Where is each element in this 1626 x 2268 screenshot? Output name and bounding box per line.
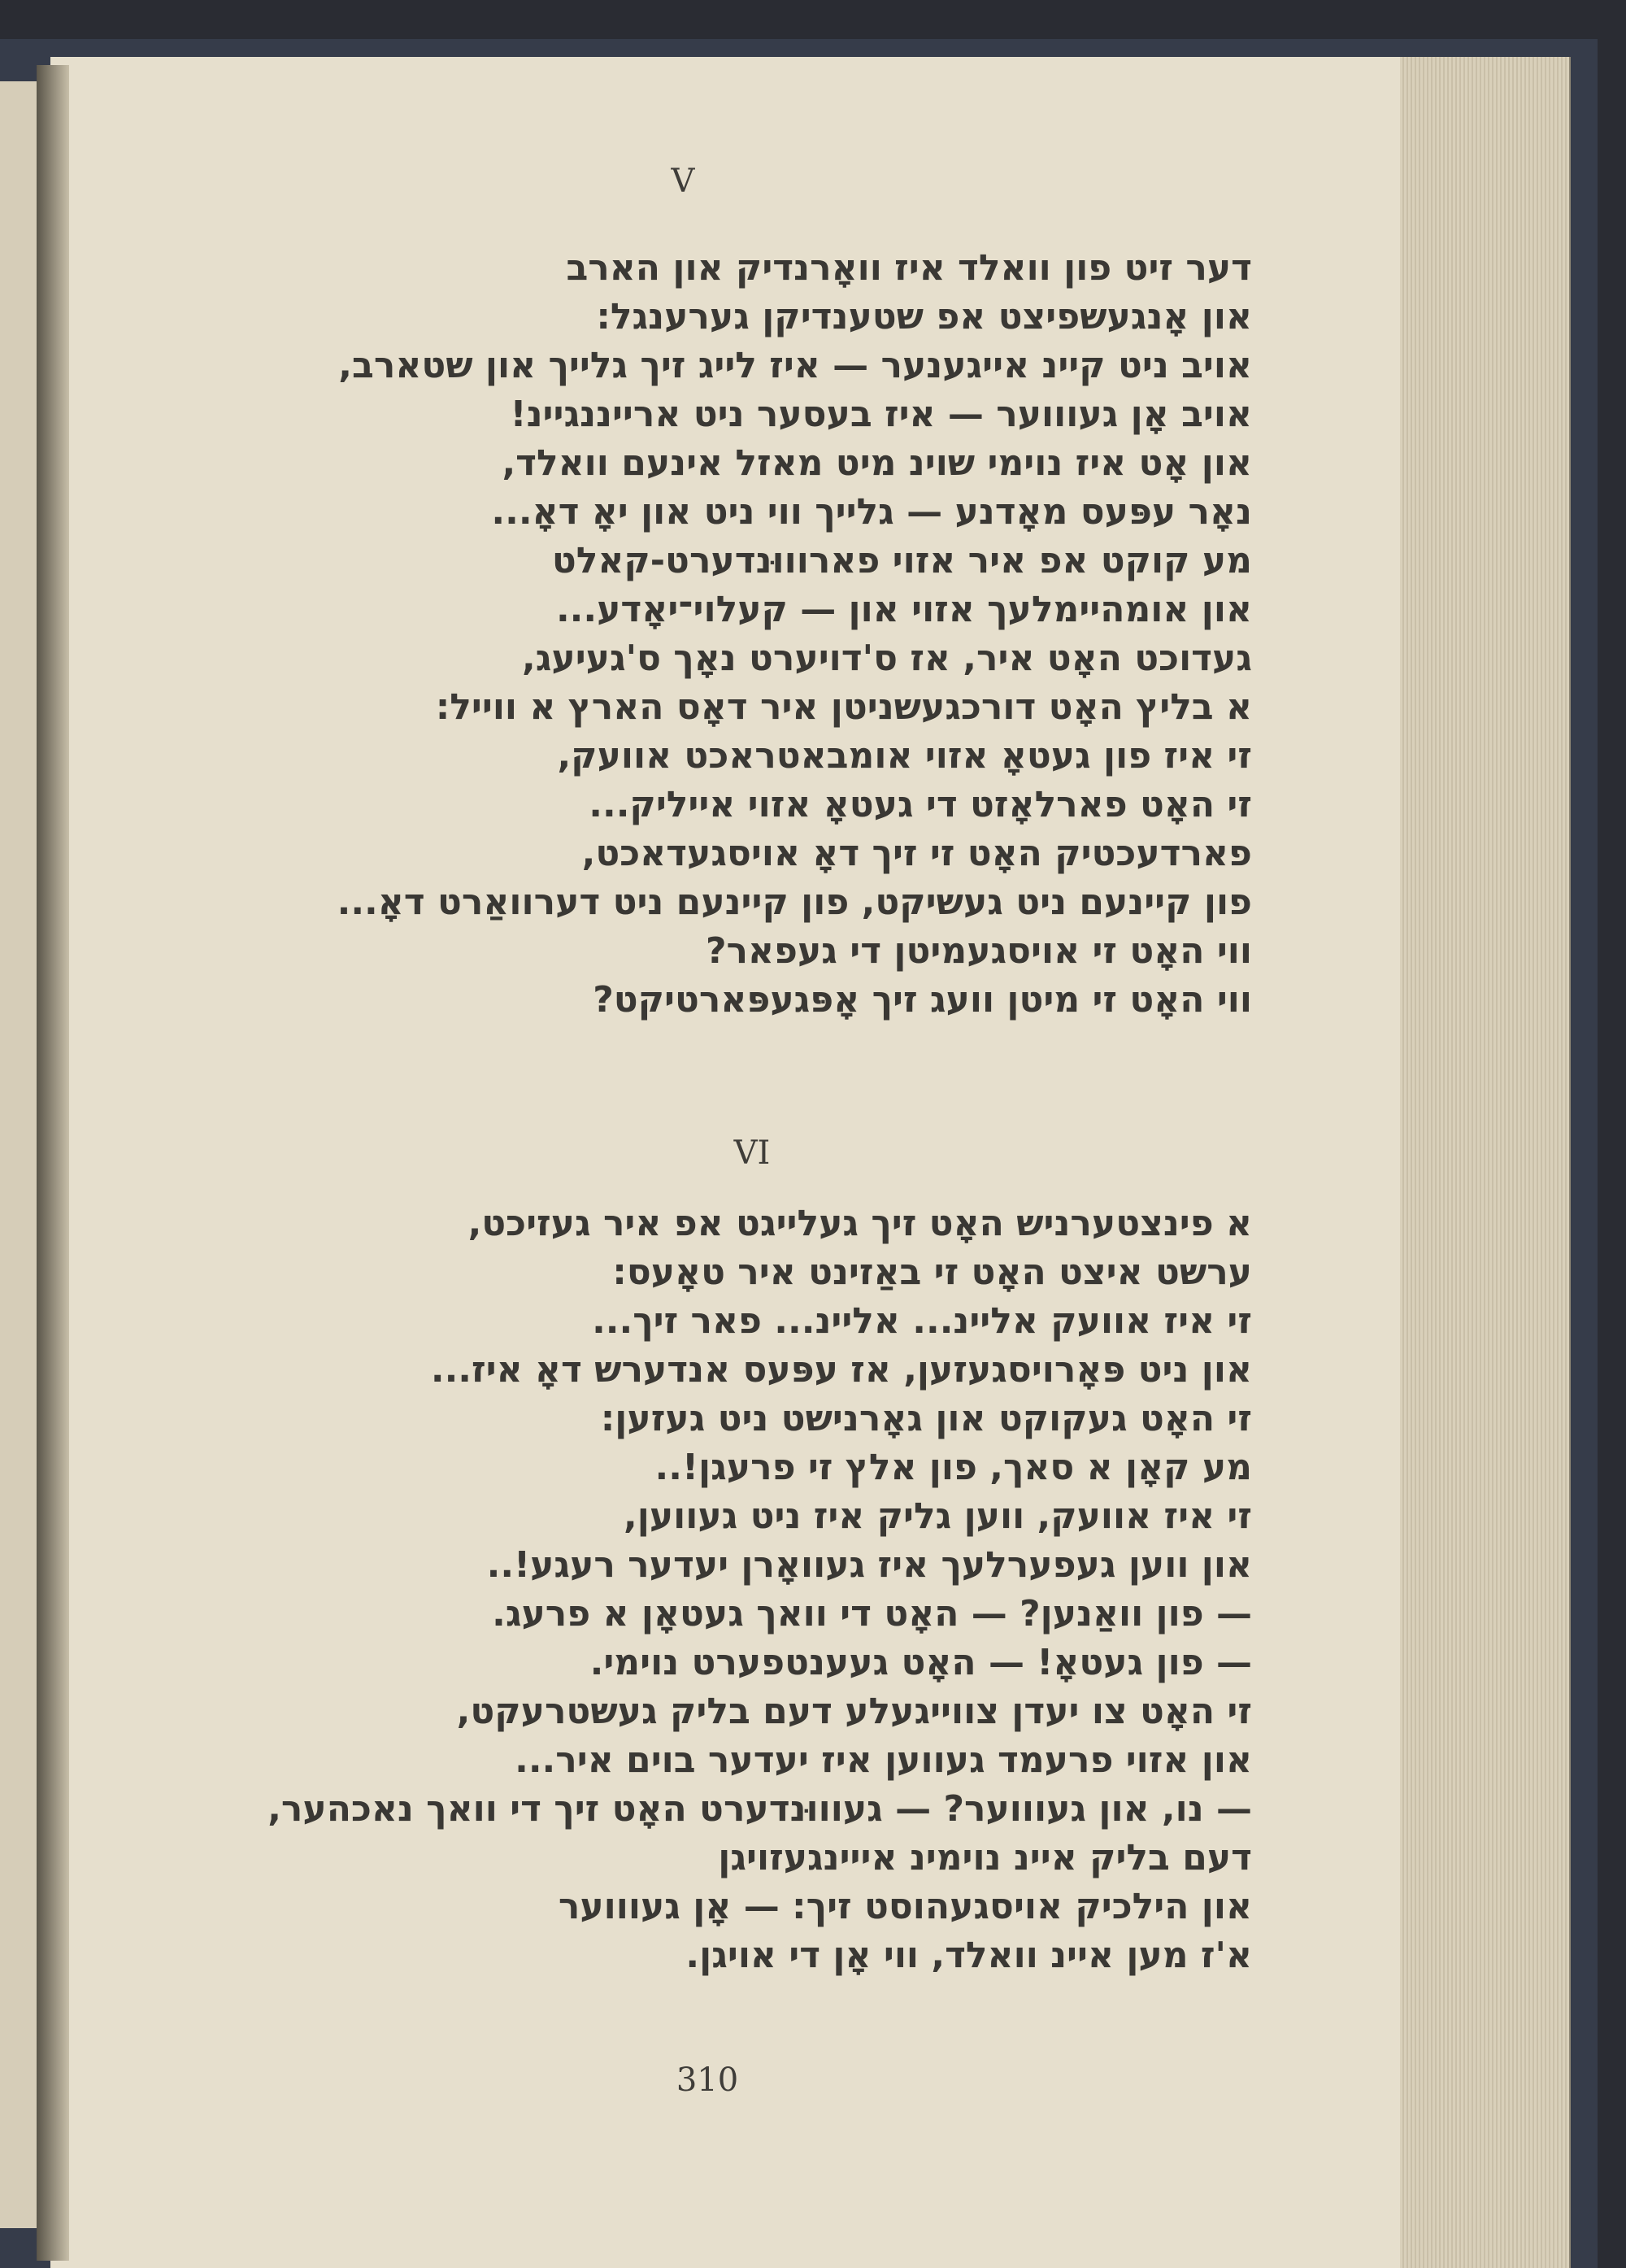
poem-line: זי האָט געקוקט און גאָרנישט ניט געזען: — [600, 1398, 1252, 1439]
poem-line: — פון וואַנען? — האָט די וואך געטאָן א פרעג. — [492, 1593, 1252, 1635]
poem-section-vi — [228, 1199, 1252, 1980]
poem-line: דער זיט פון וואלד איז וואָרנדיק און הארב — [566, 247, 1252, 289]
poem-line: א'ז מען איינ וואלד, ווי אָן די אויגן. — [685, 1935, 1252, 1976]
poem-line: — פון געטאָ! — האָט געענטפערט נוימי. — [589, 1642, 1252, 1683]
poem-line: זי האָט פארלאָזט די געטאָ אזוי אייליק... — [589, 784, 1252, 825]
poem-line: און הילכיק אויסגעהוסט זיך: — אָן געוווער — [558, 1886, 1252, 1927]
left-page-edge — [0, 81, 37, 2228]
page-edges — [1400, 57, 1571, 2268]
poem-line: זי האָט צו יעדן צווייגעלע דעם בליק געשטרעקט, — [456, 1691, 1252, 1732]
poem-line: פון קיינעם ניט געשיקט, פון קיינעם ניט דערוואַרט דאָ... — [337, 882, 1252, 923]
poem-line: ערשט איצט האָט זי באַזינט איר טאָעס: — [612, 1252, 1252, 1293]
poem-line: אויב אָן געוווער — איז בעסער ניט ארייננגיינ! — [510, 394, 1252, 435]
section-heading-vi: VI — [733, 1134, 771, 1172]
poem-line: און אָט איז נוימי שוינ מיט מאזל אינעם וואלד, — [502, 442, 1252, 484]
poem-line: מע קוקט אפ איר אזוי פארוווּנדערט-קאלט — [551, 540, 1252, 581]
poem-line: נאָר עפּעס מאָדנע — גלייך ווי ניט און יאָ דאָ... — [491, 491, 1252, 533]
poem-line: און אָנגעשפיצט אפ שטענדיקן גערענגל: — [596, 296, 1252, 337]
poem-line: אויב ניט קיינ אייגענער — איז לייג זיך גלייך און שטארב, — [338, 345, 1252, 386]
poem-section-v — [228, 244, 1252, 1025]
poem-line: ווי האָט זי מיטן וועג זיך אָפּגעפּארטיקט? — [593, 979, 1252, 1021]
poem-line: און ווען געפערלעך איז געוואָרן יעדער רעגע!.. — [486, 1544, 1252, 1586]
poem-line: א בליץ האָט דורכגעשניטן איר דאָס הארץ א ווייל: — [435, 686, 1252, 728]
poem-line: — נו, און געוווער? — געוווּנדערט האָט זיך די וואך נאכהער, — [267, 1788, 1252, 1830]
poem-line: און אזוי פרעמד געווען איז יעדער בוים איר... — [515, 1739, 1252, 1781]
poem-line: און ניט פּאָרויסגעזען, אז עפּעס אנדערש דאָ איז... — [430, 1349, 1252, 1391]
poem-line: זי איז אוועק אליינ... אליינ... פאר זיך... — [592, 1300, 1252, 1342]
section-heading-v: V — [671, 163, 695, 200]
poem-line: א פינצטערניש האָט זיך געלייגט אפ איר געזיכט, — [467, 1203, 1252, 1244]
page-number: 310 — [676, 2061, 739, 2099]
poem-line: ווי האָט זי אויסגעמיטן די געפאר? — [706, 930, 1252, 972]
poem-line: זי איז פון געטאָ אזוי אומבאטראכט אוועק, — [557, 735, 1252, 777]
poem-line: זי איז אוועק, ווען גליק איז ניט געווען, — [624, 1495, 1252, 1537]
poem-line: דעם בליק איינ נוימינ אייינגעזויגן — [718, 1837, 1252, 1878]
poem-line: געדוכט האָט איר, אז ס'דויערט נאָך ס'געיעג, — [522, 638, 1252, 679]
poem-line: מע קאָן א סאך, פון אלץ זי פרעגן!.. — [654, 1447, 1252, 1488]
poem-line: פארדעכטיק האָט זי זיך דאָ אויסגעדאכט, — [581, 833, 1252, 874]
poem-line: און אומהיימלעך אזוי און — קעלוי־יאָדע... — [555, 589, 1252, 630]
book-gutter — [37, 65, 69, 2261]
